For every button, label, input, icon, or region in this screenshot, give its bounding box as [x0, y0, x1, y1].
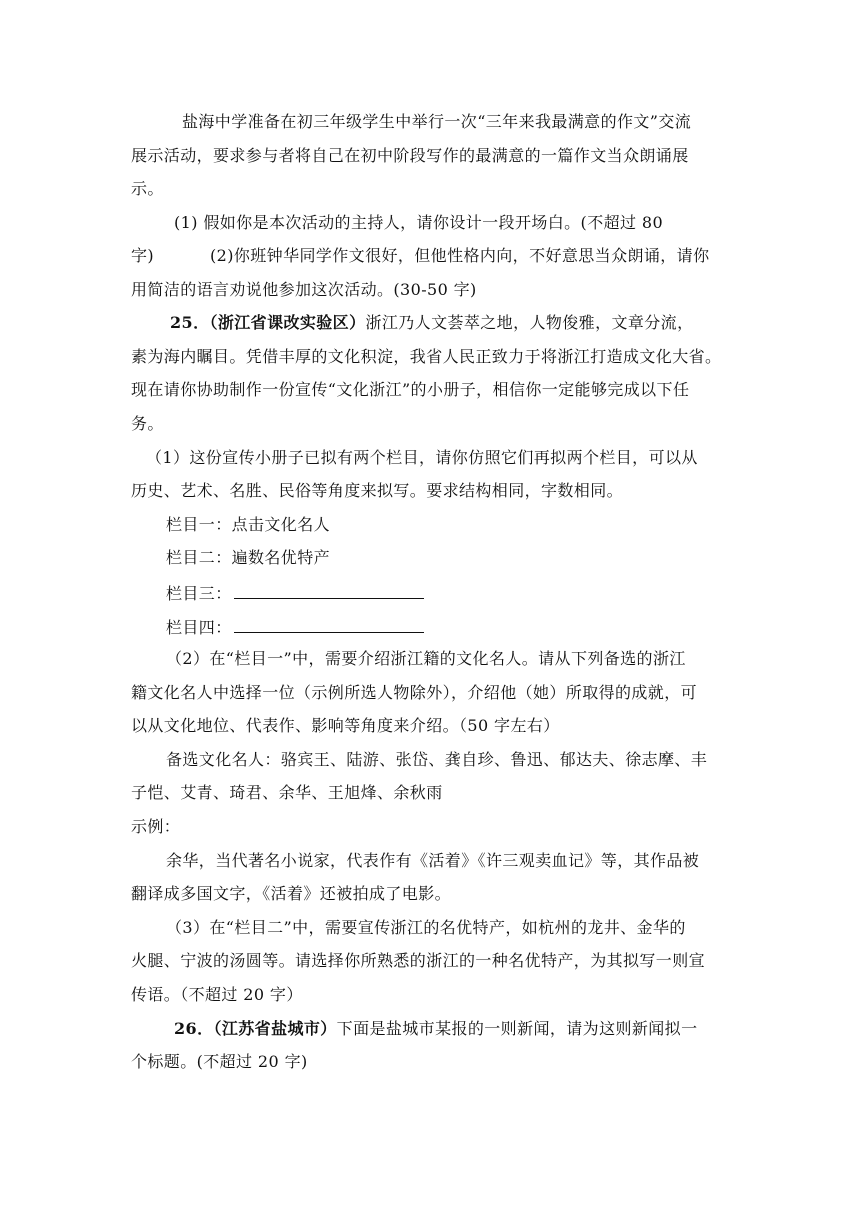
question-26-text: 下面是盐城市某报的一则新闻，请为这则新闻拟一 [336, 1019, 698, 1038]
question-25-heading [170, 313, 694, 333]
sub-question-2-line-2: 籍文化名人中选择一位（示例所选人物除外），介绍他（她）所取得的成就，可 [131, 683, 698, 702]
sub-question-2-line-3: 以从文化地位、代表作、影响等角度来介绍。（50 字左右） [131, 716, 560, 735]
column-4 [166, 616, 424, 638]
column-3-blank[interactable] [234, 582, 424, 599]
question-25-line-3: 现在请你协助制作一份宣传“文化浙江”的小册子，相信你一定能够完成以下任 [131, 380, 690, 399]
column-3-label: 栏目三： [166, 584, 232, 603]
column-4-blank[interactable] [234, 616, 424, 633]
candidates-line-2: 子恺、艾青、琦君、余华、王旭烽、余秋雨 [131, 783, 443, 802]
sub-question-1-line-1: （1）这份宣传小册子已拟有两个栏目，请你仿照它们再拟两个栏目，可以从 [146, 448, 698, 467]
column-2: 栏目二：遍数名优特产 [166, 548, 331, 567]
task-1-line-1: (1) 假如你是本次活动的主持人，请你设计一段开场白。(不超过 80 [174, 213, 664, 232]
column-3 [166, 582, 424, 604]
task-2-line-2: 用简洁的语言劝说他参加这次活动。(30-50 字) [131, 280, 477, 299]
intro-line-3: 示。 [131, 179, 164, 198]
question-26-source: （江苏省盐城市） [213, 1019, 337, 1038]
column-1: 栏目一：点击文化名人 [166, 515, 331, 534]
example-line-2: 翻译成多国文字，《活着》还被拍成了电影。 [131, 884, 452, 903]
question-25-source: （浙江省课改实验区） [209, 313, 366, 332]
question-25-number: 25． [170, 313, 210, 332]
candidates-line-1: 备选文化名人：骆宾王、陆游、张岱、龚自珍、鲁迅、郁达夫、徐志摩、丰 [166, 750, 708, 769]
sub-question-3-line-2: 火腿、宁波的汤圆等。请选择你所熟悉的浙江的一种名优特产，为其拟写一则宣 [131, 951, 706, 970]
sub-question-2-line-1: （2）在“栏目一”中，需要介绍浙江籍的文化名人。请从下列备选的浙江 [166, 649, 686, 668]
sub-question-3-line-1: （3）在“栏目二”中，需要宣传浙江的名优特产，如杭州的龙井、金华的 [166, 918, 686, 937]
intro-line-1: 盐海中学准备在初三年级学生中举行一次“三年来我最满意的作文”交流 [182, 112, 692, 131]
question-26-line-2: 个标题。(不超过 20 字) [131, 1052, 308, 1071]
sub-question-1-line-2: 历史、艺术、名胜、民俗等角度来拟写。要求结构相同，字数相同。 [131, 481, 624, 500]
question-25-line-4: 务。 [131, 414, 164, 433]
question-26-heading [174, 1019, 697, 1039]
example-line-1: 余华，当代著名小说家，代表作有《活着》《许三观卖血记》等，其作品被 [166, 851, 700, 870]
question-25-text: 浙江乃人文荟萃之地，人物俊雅，文章分流， [365, 313, 694, 332]
column-4-label: 栏目四： [166, 618, 232, 637]
question-26-number: 26． [174, 1019, 214, 1038]
intro-line-2: 展示活动，要求参与者将自己在初中阶段写作的最满意的一篇作文当众朗诵展 [131, 146, 689, 165]
task-2-line-1: (2)你班钟华同学作文很好，但他性格内向，不好意思当众朗诵，请你 [210, 246, 710, 265]
example-label: 示例： [131, 817, 181, 836]
question-25-line-2: 素为海内瞩目。凭借丰厚的文化积淀，我省人民正致力于将浙江打造成文化大省。 [131, 347, 722, 366]
task-1-line-2a: 字) [131, 246, 155, 265]
sub-question-3-line-3: 传语。（不超过 20 字） [131, 985, 303, 1004]
